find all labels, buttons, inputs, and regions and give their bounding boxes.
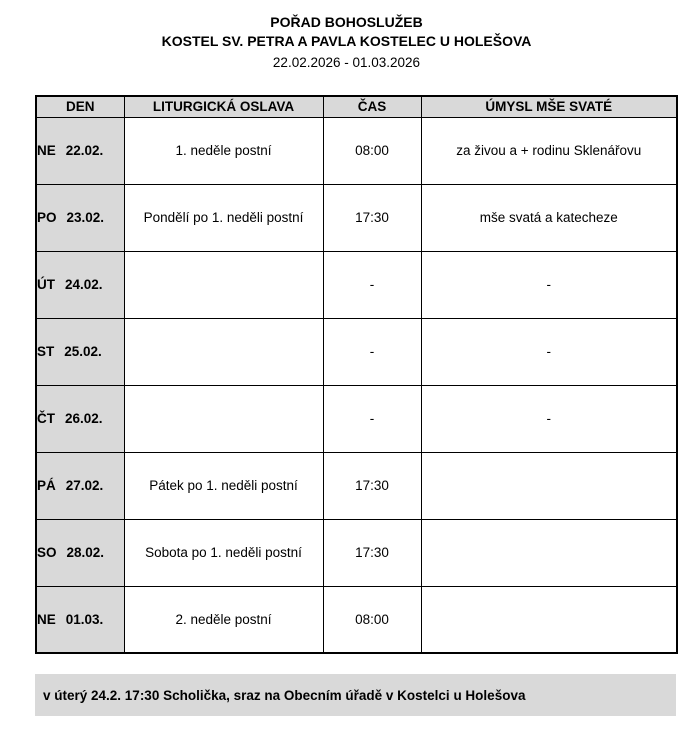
day-abbrev: NE (37, 143, 56, 158)
day-cell (36, 385, 124, 452)
footer-note-text: v úterý 24.2. 17:30 Scholička, sraz na Obecním úřadě v Kostelci u Holešova (43, 687, 526, 703)
day-date: 27.02. (65, 478, 104, 493)
column-header-cas: ČAS (323, 96, 421, 117)
day-cell (36, 586, 124, 653)
table-row (36, 251, 677, 318)
schedule-table (35, 95, 678, 654)
intention-cell: - (421, 251, 677, 318)
table-row (36, 385, 677, 452)
day-abbrev: NE (37, 611, 56, 627)
intention-cell: - (421, 385, 677, 452)
time-cell: - (323, 385, 421, 452)
intention-cell: za živou a + rodinu Sklenářovu (421, 117, 677, 184)
day-abbrev: ČT (37, 411, 55, 426)
celebration-cell: Pátek po 1. neděli postní (124, 452, 323, 519)
church-title: KOSTEL SV. PETRA A PAVLA KOSTELEC U HOLEŠOVA (161, 33, 532, 49)
time-cell: - (323, 318, 421, 385)
footer-note-bar (35, 674, 676, 716)
celebration-cell (124, 251, 323, 318)
day-abbrev: ST (37, 344, 55, 359)
celebration-cell: 2. neděle postní (124, 586, 323, 653)
day-abbrev: ÚT (37, 277, 55, 292)
intention-cell (421, 586, 677, 653)
day-cell (36, 251, 124, 318)
column-header-liturgicka-oslava: LITURGICKÁ OSLAVA (124, 96, 323, 117)
celebration-cell: Pondělí po 1. neděli postní (124, 184, 323, 251)
day-abbrev: SO (37, 545, 57, 560)
day-cell (36, 184, 124, 251)
day-abbrev: PÁ (37, 478, 56, 493)
table-row (36, 452, 677, 519)
celebration-cell: Sobota po 1. neděli postní (124, 519, 323, 586)
time-cell: 17:30 (323, 519, 421, 586)
day-date: 22.02. (65, 143, 104, 158)
day-date: 01.03. (65, 611, 104, 627)
day-date: 24.02. (65, 277, 103, 292)
intention-cell (421, 452, 677, 519)
page-title: POŘAD BOHOSLUŽEB (270, 14, 423, 30)
day-cell (36, 318, 124, 385)
intention-cell (421, 519, 677, 586)
date-range: 22.02.2026 - 01.03.2026 (272, 55, 421, 70)
day-date: 26.02. (65, 411, 103, 426)
day-date: 25.02. (64, 344, 102, 359)
intention-cell: - (421, 318, 677, 385)
table-row (36, 318, 677, 385)
time-cell: 08:00 (323, 586, 421, 653)
day-abbrev: PO (37, 210, 57, 225)
day-cell (36, 117, 124, 184)
day-date: 23.02. (66, 210, 105, 225)
table-row (36, 519, 677, 586)
celebration-cell (124, 385, 323, 452)
header-row (36, 96, 677, 117)
celebration-cell (124, 318, 323, 385)
intention-cell: mše svatá a katecheze (421, 184, 677, 251)
column-header-den: DEN (36, 96, 124, 117)
time-cell: - (323, 251, 421, 318)
day-cell (36, 519, 124, 586)
day-date: 28.02. (66, 545, 105, 560)
time-cell: 17:30 (323, 184, 421, 251)
table-row (36, 117, 677, 184)
celebration-cell: 1. neděle postní (124, 117, 323, 184)
day-cell (36, 452, 124, 519)
time-cell: 08:00 (323, 117, 421, 184)
table-row (36, 184, 677, 251)
table-row (36, 586, 677, 653)
time-cell: 17:30 (323, 452, 421, 519)
column-header-umysl: ÚMYSL MŠE SVATÉ (421, 96, 677, 117)
page-header (0, 0, 693, 70)
